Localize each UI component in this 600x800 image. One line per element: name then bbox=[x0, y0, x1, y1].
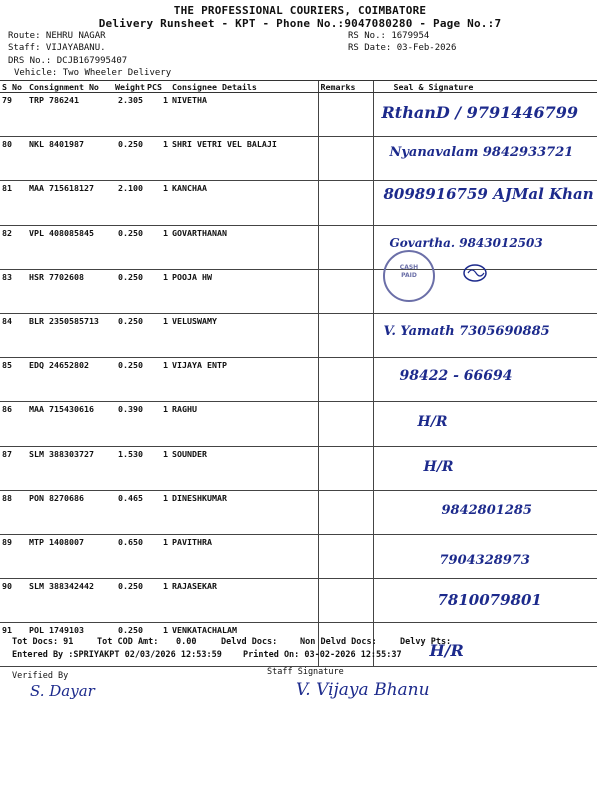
row-seal-signature bbox=[373, 490, 597, 534]
row-weight: 2.305 bbox=[113, 93, 145, 137]
row-consignee: SHRI VETRI VEL BALAJI bbox=[170, 137, 318, 181]
rs-number: RS No.: 1679954 bbox=[348, 31, 430, 41]
row-consignment-no: BLR 2350585713 bbox=[27, 313, 113, 357]
table-row bbox=[0, 181, 597, 225]
row-consignment-no: POL 1749103 bbox=[27, 623, 113, 667]
col-remarks: Remarks bbox=[318, 81, 373, 93]
row-sno: 80 bbox=[0, 137, 27, 181]
row-weight: 0.465 bbox=[113, 490, 145, 534]
handwritten-note: RthanD / 9791446799 bbox=[381, 103, 579, 122]
row-consignee: VIJAYA ENTP bbox=[170, 358, 318, 402]
row-consignee: SOUNDER bbox=[170, 446, 318, 490]
handwritten-note: 7810079801 bbox=[437, 591, 542, 610]
row-sno: 87 bbox=[0, 446, 27, 490]
vehicle-label: Vehicle: Two Wheeler Delivery bbox=[14, 68, 172, 78]
col-consignee: Consignee Details bbox=[170, 81, 318, 93]
handwritten-note: Govartha. 9843012503 bbox=[389, 235, 543, 250]
row-weight: 2.100 bbox=[113, 181, 145, 225]
row-consignment-no: NKL 8401987 bbox=[27, 137, 113, 181]
row-pcs: 1 bbox=[145, 269, 170, 313]
row-weight: 0.250 bbox=[113, 137, 145, 181]
table-row bbox=[0, 358, 597, 402]
row-seal-signature bbox=[373, 358, 597, 402]
table-row bbox=[0, 269, 597, 313]
drs-label: DRS No.: DCJB167995407 bbox=[8, 56, 128, 66]
row-remarks bbox=[318, 137, 373, 181]
row-sno: 91 bbox=[0, 623, 27, 667]
col-seal-signature: Seal & Signature bbox=[373, 81, 597, 93]
row-remarks bbox=[318, 93, 373, 137]
col-weight: Weight bbox=[115, 81, 145, 92]
row-consignment-no: TRP 786241 bbox=[27, 93, 113, 137]
row-consignment-no: MTP 1408007 bbox=[27, 534, 113, 578]
handwritten-note: H/R bbox=[417, 414, 448, 431]
row-remarks bbox=[318, 313, 373, 357]
row-pcs: 1 bbox=[145, 490, 170, 534]
row-weight: 0.390 bbox=[113, 402, 145, 446]
row-pcs: 1 bbox=[145, 313, 170, 357]
handwritten-note: 8098916759 AJMal Khan bbox=[383, 185, 594, 204]
delivery-points: Delvy Pts: bbox=[400, 637, 452, 647]
table-row bbox=[0, 137, 597, 181]
row-weight: 0.250 bbox=[113, 623, 145, 667]
non-delivered-docs: Non Delvd Docs: bbox=[300, 637, 377, 647]
row-pcs: 1 bbox=[145, 225, 170, 269]
col-sno: S No bbox=[0, 81, 27, 93]
table-row bbox=[0, 623, 597, 667]
row-pcs: 1 bbox=[145, 623, 170, 667]
row-consignee: KANCHAA bbox=[170, 181, 318, 225]
row-pcs: 1 bbox=[145, 534, 170, 578]
row-sno: 84 bbox=[0, 313, 27, 357]
delivered-docs: Delvd Docs: bbox=[221, 637, 278, 647]
row-consignee: RAGHU bbox=[170, 402, 318, 446]
row-seal-signature bbox=[373, 579, 597, 623]
row-consignment-no: PON 8270686 bbox=[27, 490, 113, 534]
row-consignment-no: MAA 715430616 bbox=[27, 402, 113, 446]
row-consignee: POOJA HW bbox=[170, 269, 318, 313]
table-header-row bbox=[0, 81, 597, 93]
row-remarks bbox=[318, 490, 373, 534]
table-row bbox=[0, 402, 597, 446]
table-row bbox=[0, 313, 597, 357]
row-pcs: 1 bbox=[145, 579, 170, 623]
row-consignee: GOVARTHANAN bbox=[170, 225, 318, 269]
row-sno: 81 bbox=[0, 181, 27, 225]
runsheet-subtitle: Delivery Runsheet - KPT - Phone No.:9047080280 - Page No.:7 bbox=[98, 17, 502, 30]
cash-paid-stamp bbox=[383, 250, 435, 302]
handwritten-note: 9842801285 bbox=[441, 502, 532, 518]
table-row bbox=[0, 225, 597, 269]
row-sno: 90 bbox=[0, 579, 27, 623]
row-sno: 85 bbox=[0, 358, 27, 402]
total-cod-value: 0.00 bbox=[176, 637, 197, 647]
row-weight: 0.250 bbox=[113, 269, 145, 313]
handwritten-note: Nyanavalam 9842933721 bbox=[389, 145, 574, 161]
row-sno: 88 bbox=[0, 490, 27, 534]
row-consignee: PAVITHRA bbox=[170, 534, 318, 578]
row-consignee: NIVETHA bbox=[170, 93, 318, 137]
row-seal-signature bbox=[373, 313, 597, 357]
row-consignee: VELUSWAMY bbox=[170, 313, 318, 357]
table-body bbox=[0, 93, 597, 667]
row-remarks bbox=[318, 181, 373, 225]
total-cod-label: Tot COD Amt: bbox=[97, 637, 159, 647]
row-pcs: 1 bbox=[145, 446, 170, 490]
table-row bbox=[0, 446, 597, 490]
row-remarks bbox=[318, 534, 373, 578]
row-pcs: 1 bbox=[145, 137, 170, 181]
row-seal-signature bbox=[373, 402, 597, 446]
row-seal-signature bbox=[373, 181, 597, 225]
row-seal-signature bbox=[373, 93, 597, 137]
row-consignment-no: MAA 715618127 bbox=[27, 181, 113, 225]
col-consignment: Consignment No bbox=[27, 81, 113, 93]
staff-signature: V. Vijaya Bhanu bbox=[296, 680, 430, 700]
row-consignment-no: VPL 408085845 bbox=[27, 225, 113, 269]
row83-scribble bbox=[462, 263, 488, 283]
row-weight: 0.650 bbox=[113, 534, 145, 578]
route-label: Route: NEHRU NAGAR bbox=[8, 31, 106, 41]
row-pcs: 1 bbox=[145, 181, 170, 225]
row-weight: 0.250 bbox=[113, 225, 145, 269]
row-pcs: 1 bbox=[145, 402, 170, 446]
stamp-line-1: CASH bbox=[399, 264, 419, 271]
row-seal-signature bbox=[373, 446, 597, 490]
row-consignment-no: EDQ 24652802 bbox=[27, 358, 113, 402]
row-remarks bbox=[318, 402, 373, 446]
entered-by: Entered By :SPRIYAKPT 02/03/2026 12:53:59 bbox=[12, 650, 222, 660]
handwritten-note: V. Yamath 7305690885 bbox=[383, 323, 550, 339]
row-remarks bbox=[318, 579, 373, 623]
table-row bbox=[0, 490, 597, 534]
row-pcs: 1 bbox=[145, 93, 170, 137]
row-remarks bbox=[318, 446, 373, 490]
row-weight: 1.530 bbox=[113, 446, 145, 490]
row-remarks bbox=[318, 269, 373, 313]
handwritten-note: H/R bbox=[429, 641, 464, 661]
company-title: THE PROFESSIONAL COURIERS, COIMBATORE bbox=[173, 4, 427, 17]
row-sno: 86 bbox=[0, 402, 27, 446]
row-weight: 0.250 bbox=[113, 358, 145, 402]
row-weight: 0.250 bbox=[113, 579, 145, 623]
rs-date: RS Date: 03-Feb-2026 bbox=[348, 43, 457, 53]
row-seal-signature bbox=[373, 534, 597, 578]
row-consignment-no: SLM 388342442 bbox=[27, 579, 113, 623]
row-consignee: DINESHKUMAR bbox=[170, 490, 318, 534]
row-sno: 79 bbox=[0, 93, 27, 137]
row-remarks bbox=[318, 358, 373, 402]
verified-signature: S. Dayar bbox=[30, 682, 95, 700]
row-sno: 83 bbox=[0, 269, 27, 313]
row-sno: 89 bbox=[0, 534, 27, 578]
table-row bbox=[0, 93, 597, 137]
row-remarks bbox=[318, 225, 373, 269]
printed-on: Printed On: 03-02-2026 12:55:37 bbox=[243, 650, 402, 660]
handwritten-note: 98422 - 66694 bbox=[399, 368, 513, 385]
col-pcs: PCS bbox=[145, 81, 170, 93]
runsheet-table bbox=[0, 80, 597, 667]
row-pcs: 1 bbox=[145, 358, 170, 402]
row-consignee: VENKATACHALAM bbox=[170, 623, 318, 667]
row-seal-signature bbox=[373, 137, 597, 181]
row-consignee: RAJASEKAR bbox=[170, 579, 318, 623]
staff-label: Staff: VIJAYABANU. bbox=[8, 43, 106, 53]
table-row bbox=[0, 579, 597, 623]
handwritten-note: 7904328973 bbox=[439, 552, 530, 568]
row-weight: 0.250 bbox=[113, 313, 145, 357]
row-consignment-no: HSR 7702608 bbox=[27, 269, 113, 313]
row-consignment-no: SLM 388303727 bbox=[27, 446, 113, 490]
row-sno: 82 bbox=[0, 225, 27, 269]
total-docs: Tot Docs: 91 bbox=[12, 637, 74, 647]
stamp-line-2: PAID bbox=[401, 272, 417, 279]
staff-signature-label: Staff Signature bbox=[267, 667, 344, 677]
table-row bbox=[0, 534, 597, 578]
verified-by-label: Verified By bbox=[12, 671, 69, 681]
handwritten-note: H/R bbox=[423, 458, 454, 475]
